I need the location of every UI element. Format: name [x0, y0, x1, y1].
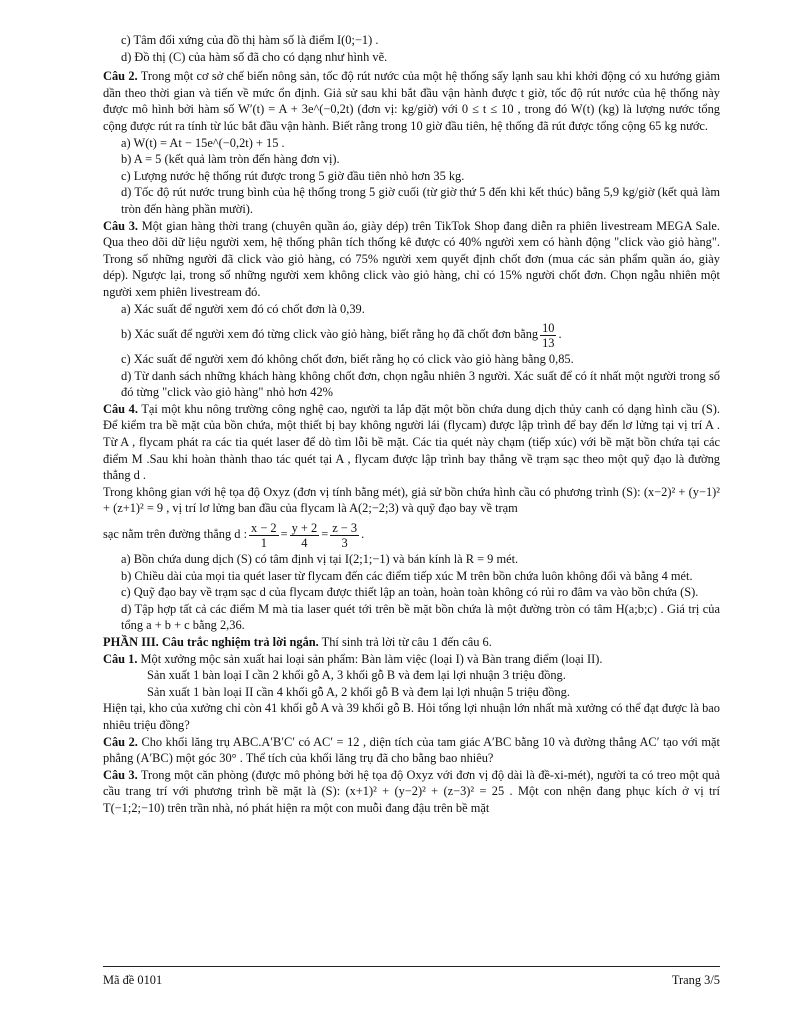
- exam-code: Mã đề 0101: [103, 973, 163, 987]
- short-question-2-label: Câu 2.: [103, 734, 138, 749]
- q4-option-d: d) Tập hợp tất cả các điểm M mà tia laser quét tới trên bề mặt bồn chứa là một đường tròn có tâm H(a;b;c) . Giá trị của tổng a + b + c bằng 2,36.: [121, 601, 720, 633]
- page-number: Trang 3/5: [671, 973, 720, 987]
- short-question-1-label: Câu 1.: [103, 651, 138, 666]
- fraction-denominator: 13: [542, 335, 555, 350]
- q3-option-b: b) Xác suất để người xem đó từng click vào giỏ hàng, biết rằng họ đã chốt đơn bằng $\frac{10}{13}$ .: [121, 320, 562, 350]
- short-question-2-text: Cho khối lăng trụ ABC.A′B′C′ có AC′ = 12 , diện tích của tam giác A′BC bằng 10 và đường thẳng AC′ tạo với mặt phẳng (A′BC) một góc 30° . Thể tích của khối lăng trụ đã cho bằng bao nhiêu?: [103, 734, 720, 766]
- q3-option-b-text: b) Xác suất để người xem đó từng click vào giỏ hàng, biết rằng họ đã chốt đơn bằng: [121, 327, 539, 342]
- question-2-text: Trong một cơ sở chế biến nông sản, tốc độ rút nước của một hệ thống sấy lạnh sau khi khởi động có xu hướng giảm dần theo thời gian và tiến về mức ổn định. Giả sử sau khi bắt đầu vận hành được t giờ, tốc độ rút nước của hệ thống này được mô hình bởi hàm số W′(t) = A + 3e^(−0,2t) (đơn vị: kg/giờ) với 0 ≤ t ≤ 10 , trong đó W(t) (kg) là lượng nước tổng cộng được rút ra tính từ lúc bắt đầu vận hành. Biết rằng trong 10 giờ đầu tiên, hệ thống đã rút được tổng cộng 65 kg nước.: [103, 69, 720, 133]
- q2-option-a: a) W(t) = At − 15e^(−0,2t) + 15 .: [121, 135, 285, 150]
- q3-option-d: d) Từ danh sách những khách hàng không chốt đơn, chọn ngẫu nhiên 3 người. Xác suất để có ít nhất một người trong số đó từng "click vào giỏ hàng" nhỏ hơn 42%: [121, 368, 720, 400]
- fraction-denominator: 1: [260, 535, 267, 550]
- line-d-fraction-z: [330, 521, 359, 550]
- question-3: [103, 218, 720, 301]
- question-4-label: Câu 4.: [103, 401, 138, 416]
- q3-option-a: a) Xác suất để người xem đó có chốt đơn là 0,39.: [121, 301, 365, 316]
- q1-option-d: d) Đồ thị (C) của hàm số đã cho có dạng như hình vẽ.: [121, 49, 388, 64]
- question-4: [103, 401, 720, 484]
- short-question-3-label: Câu 3.: [103, 767, 138, 782]
- question-4-setup: Trong không gian với hệ tọa độ Oxyz (đơn vị tính bằng mét), giả sử bồn chứa hình cầu có phương trình (S): (x−2)² + (y−1)² + (z+1)² = 9 , vị trí lơ lửng ban đầu của flycam là A(2;−2;3) và quỹ đạo bay về trạm: [103, 484, 720, 516]
- q2-option-b: b) A = 5 (kết quả làm tròn đến hàng đơn vị).: [121, 152, 340, 167]
- part-3-label: PHẦN III. Câu trắc nghiệm trả lời ngắn.: [103, 635, 319, 649]
- q4-option-c: c) Quỹ đạo bay về trạm sạc d của flycam được thiết lập an toàn, hoàn toàn không có rủi ro đâm va vào bồn chứa (S).: [121, 585, 699, 600]
- fraction-denominator: 3: [341, 535, 348, 550]
- question-3-label: Câu 3.: [103, 218, 139, 233]
- short-question-2: [103, 734, 720, 767]
- q3-option-c: c) Xác suất để người xem đó không chốt đơn, biết rằng họ có click vào giỏ hàng bằng 0,85.: [121, 352, 574, 367]
- fraction-numerator: z − 3: [332, 520, 358, 535]
- fraction-numerator: 10: [542, 320, 555, 335]
- short-question-3: [103, 767, 720, 817]
- question-3-text: Một gian hàng thời trang (chuyên quần áo, giày dép) trên TikTok Shop đang diễn ra phiên livestream MEGA Sale. Qua theo dõi dữ liệu người xem, hệ thống phân tích thống kê được có 40% người xem có hành động "click vào giỏ hàng". Trong số những người đã click vào giỏ hàng, có 75% người xem quyết định chốt đơn (mua các sản phẩm quần áo, giày dép). Ngược lại, trong số những người xem không click vào giỏ hàng, chỉ có 15% người chốt đơn. Chọn ngẫu nhiên một người xem phiên livestream đó.: [103, 218, 720, 299]
- part-3-instruction: Thí sinh trả lời từ câu 1 đến câu 6.: [318, 635, 492, 649]
- q4-option-a: a) Bồn chứa dung dịch (S) có tâm định vị tại I(2;1;−1) và bán kính là R = 9 mét.: [121, 552, 519, 567]
- short-question-1-ask: Hiện tại, kho của xưởng chỉ còn 41 khối gỗ A và 39 khối gỗ B. Hỏi tổng lợi nhuận lớn nhất mà xưởng có thể đạt được là bao nhiêu triệu đồng?: [103, 701, 720, 732]
- q3-option-b-fraction: [540, 321, 556, 350]
- question-2-label: Câu 2.: [103, 69, 138, 84]
- fraction-numerator: x − 2: [251, 520, 277, 535]
- short-question-1-fact-2: Sản xuất 1 bàn loại II cần 4 khối gỗ A, 2 khối gỗ B và đem lại lợi nhuận 5 triệu đồng.: [147, 684, 570, 699]
- line-d-fraction-x: [249, 521, 279, 550]
- short-question-1-fact-1: Sản xuất 1 bàn loại I cần 2 khối gỗ A, 3 khối gỗ B và đem lại lợi nhuận 3 triệu đồng.: [147, 668, 566, 683]
- q1-option-c: c) Tâm đối xứng của đồ thị hàm số là điểm I(0;−1) .: [121, 33, 379, 47]
- question-4-text: Tại một khu nông trường công nghệ cao, người ta lắp đặt một bồn chứa dung dịch thủy canh có dạng hình cầu (S). Để kiểm tra bề mặt của bồn chứa, một thiết bị bay không người lái (flycam) được lập trình để bay đến lơ lửng tại vị trí A . Từ A , flycam phát ra các tia quét laser để dò tìm lỗi bề mặt. Các tia quét này chạm (tiếp xúc) với bề mặt bồn chứa tại các điểm M .Sau khi hoàn thành thao tác quét tại A , flycam được lập trình bay thẳng về trạm sạc theo một quỹ đạo là đường thẳng d .: [103, 401, 720, 483]
- fraction-numerator: y + 2: [291, 520, 318, 535]
- short-question-3-text: Trong một căn phòng (được mô phỏng bởi hệ tọa độ Oxyz với đơn vị độ dài là đề-xi-mét), người ta có treo một quả cầu trang trí với phương trình bề mặt là (S): (x+1)² + (y−2)² + (z−3)² = 25 . Một con nhện đang phục kích ở vị trí T(−1;2;−10) trên trần nhà, nó phát hiện ra một con muỗi đang đậu trên bề mặt: [103, 767, 720, 815]
- question-4-line-d: sạc nằm trên đường thẳng d : $\frac{x - 2}{1}$ = $\frac{y + 2}{4}$ = $\frac{z - 3}{3}$ .: [103, 520, 365, 550]
- q2-option-c: c) Lượng nước hệ thống rút được trong 5 giờ đầu tiên nhỏ hơn 35 kg.: [121, 168, 465, 183]
- part-3-heading: [103, 634, 720, 651]
- line-d-text: sạc nằm trên đường thẳng d :: [103, 527, 248, 542]
- q4-option-b: b) Chiều dài của mọi tia quét laser từ flycam đến các điểm tiếp xúc M trên bồn chứa luôn không đổi và bằng 4 mét.: [121, 568, 693, 583]
- q2-option-d: d) Tốc độ rút nước trung bình của hệ thống trong 5 giờ cuối (từ giờ thứ 5 đến khi kết thúc) bằng 5,9 kg/giờ (kết quả làm tròn đến hàng phần mười).: [121, 185, 720, 216]
- document-page: [103, 32, 720, 817]
- short-question-1: [103, 651, 720, 668]
- line-d-fraction-y: [290, 521, 320, 550]
- fraction-denominator: 4: [301, 535, 308, 550]
- page-footer: [103, 966, 720, 988]
- question-2: [103, 68, 720, 134]
- short-question-1-text: Một xưởng mộc sản xuất hai loại sản phẩm: Bàn làm việc (loại I) và Bàn trang điểm (loại II).: [137, 651, 603, 666]
